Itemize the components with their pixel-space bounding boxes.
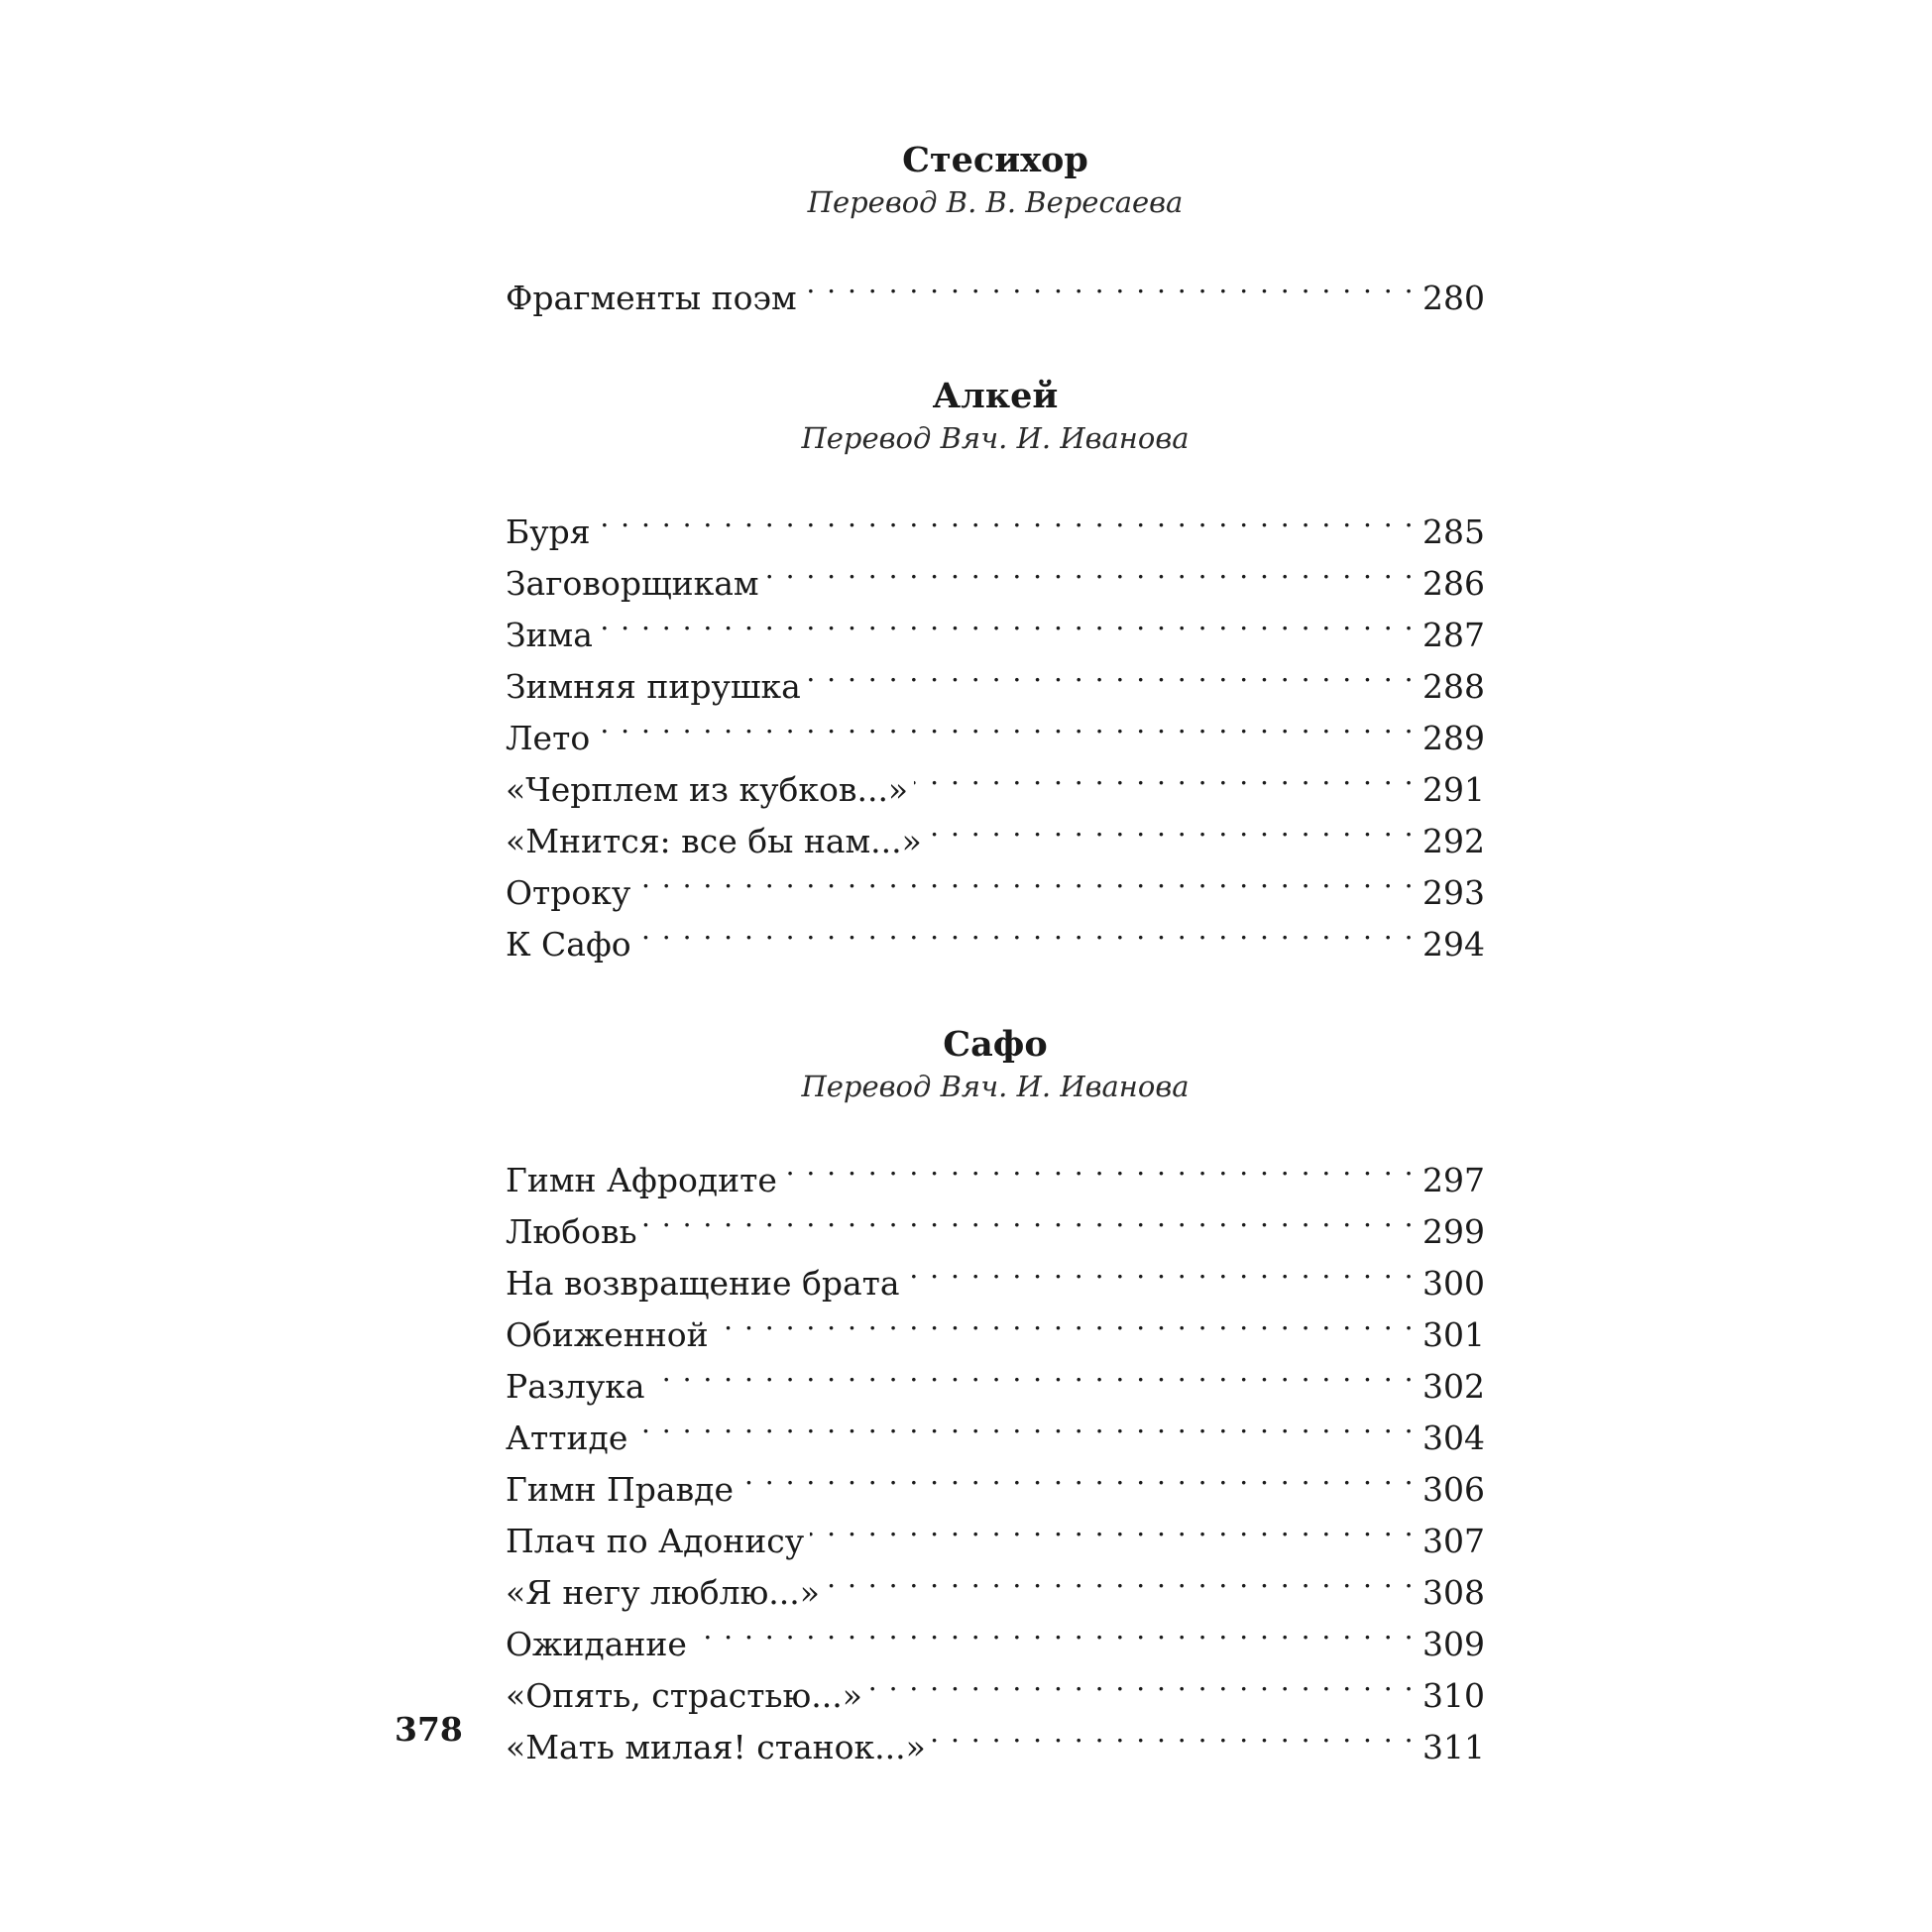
toc-entry: [506, 1449, 1485, 1509]
dot-leader: [596, 698, 1415, 749]
toc-section-stesichorus: [506, 139, 1485, 317]
toc-entry: [506, 646, 1485, 706]
toc-list: [506, 1140, 1485, 1766]
toc-entry-page: 286: [1422, 564, 1485, 603]
dot-leader: [715, 1295, 1415, 1346]
toc-entry-page: 308: [1422, 1573, 1485, 1612]
dot-leader: [765, 543, 1415, 595]
dot-leader: [932, 1707, 1415, 1759]
toc-entry-title: Обиженной: [506, 1315, 709, 1354]
section-author: Стесихор: [902, 140, 1088, 180]
toc-entry-page: 299: [1422, 1212, 1485, 1251]
toc-entry-page: 311: [1422, 1728, 1485, 1766]
toc-entry-title: Плач по Адонису: [506, 1522, 805, 1560]
toc-entry: [506, 1243, 1485, 1303]
dot-leader: [906, 1243, 1415, 1295]
toc-entry-page: 280: [1422, 279, 1485, 317]
toc-entry-title: К Сафо: [506, 925, 631, 964]
toc-entry: [506, 698, 1485, 757]
toc-entry-title: Зима: [506, 616, 593, 654]
toc-entry-page: 304: [1422, 1419, 1485, 1457]
toc-entry-title: Заговорщикам: [506, 564, 759, 603]
toc-entry-title: Зимняя пирушка: [506, 667, 801, 706]
toc-entry: [506, 543, 1485, 603]
dot-leader: [643, 1192, 1415, 1243]
dot-leader: [928, 801, 1415, 852]
toc-entry-title: Отроку: [506, 873, 631, 912]
toc-entry-title: Ожидание: [506, 1625, 687, 1663]
toc-entry: [506, 1398, 1485, 1457]
toc-entry: [506, 904, 1485, 964]
dot-leader: [739, 1449, 1415, 1501]
toc-entry-title: Разлука: [506, 1367, 645, 1406]
toc-entry-title: Лето: [506, 719, 591, 757]
toc-entry-page: 310: [1422, 1676, 1485, 1715]
toc-entry-page: 293: [1422, 873, 1485, 912]
toc-entry-page: 301: [1422, 1315, 1485, 1354]
toc-entry-title: Любовь: [506, 1212, 637, 1251]
toc-entry-title: Буря: [506, 512, 591, 551]
dot-leader: [868, 1655, 1415, 1707]
section-translator: Перевод В. В. Вересаева: [807, 185, 1184, 219]
toc-entry: [506, 492, 1485, 551]
toc-entry: [506, 1140, 1485, 1199]
section-translator: Перевод Вяч. И. Иванова: [801, 421, 1190, 455]
toc-entry: [506, 749, 1485, 809]
toc-entry-page: 307: [1422, 1522, 1485, 1560]
dot-leader: [597, 492, 1415, 543]
toc-entry-page: 294: [1422, 925, 1485, 964]
toc-entry-title: Гимн Афродите: [506, 1161, 777, 1199]
toc-entry-page: 306: [1422, 1470, 1485, 1509]
toc-entry: [506, 258, 1485, 317]
page-number: 378: [395, 1710, 463, 1749]
toc-entry-title: Фрагменты поэм: [506, 279, 797, 317]
toc-entry-page: 285: [1422, 512, 1485, 551]
toc-entry-page: 302: [1422, 1367, 1485, 1406]
toc-entry-page: 287: [1422, 616, 1485, 654]
dot-leader: [637, 904, 1415, 956]
toc-entry-title: «Опять, страстью...»: [506, 1676, 862, 1715]
dot-leader: [651, 1346, 1415, 1398]
toc-entry-page: 289: [1422, 719, 1485, 757]
dot-leader: [810, 1501, 1415, 1552]
toc-entry-title: На возвращение брата: [506, 1264, 900, 1303]
toc-entry-page: 291: [1422, 770, 1485, 809]
section-translator: Перевод Вяч. И. Иванова: [801, 1070, 1190, 1103]
toc-entry-title: Гимн Правде: [506, 1470, 735, 1509]
dot-leader: [693, 1604, 1415, 1655]
toc-entry-title: Аттиде: [506, 1419, 628, 1457]
toc-entry-title: «Мать милая! станок...»: [506, 1728, 926, 1766]
toc-entry-title: «Мнится: все бы нам...»: [506, 822, 922, 860]
toc-entry-page: 309: [1422, 1625, 1485, 1663]
section-author: Сафо: [943, 1024, 1048, 1065]
dot-leader: [807, 646, 1415, 698]
toc-entry-page: 297: [1422, 1161, 1485, 1199]
toc-entry-page: 288: [1422, 667, 1485, 706]
toc-section-sappho: [506, 1023, 1485, 1766]
toc-entry: [506, 852, 1485, 912]
toc-entry-page: 292: [1422, 822, 1485, 860]
toc-entry-page: 300: [1422, 1264, 1485, 1303]
toc-list: [506, 492, 1485, 964]
toc-section-alcaeus: [506, 375, 1485, 964]
toc-entry-title: «Черплем из кубков...»: [506, 770, 909, 809]
dot-leader: [914, 749, 1415, 801]
dot-leader: [633, 1398, 1415, 1449]
toc-entry-title: «Я негу люблю...»: [506, 1573, 820, 1612]
dot-leader: [826, 1552, 1415, 1604]
toc-entry: [506, 1346, 1485, 1406]
dot-leader: [599, 595, 1415, 646]
toc-entry: [506, 595, 1485, 654]
toc-list: [506, 258, 1485, 317]
dot-leader: [803, 258, 1415, 309]
toc-entry: [506, 1192, 1485, 1251]
dot-leader: [636, 852, 1415, 904]
dot-leader: [783, 1140, 1415, 1192]
section-author: Алкей: [932, 376, 1059, 416]
